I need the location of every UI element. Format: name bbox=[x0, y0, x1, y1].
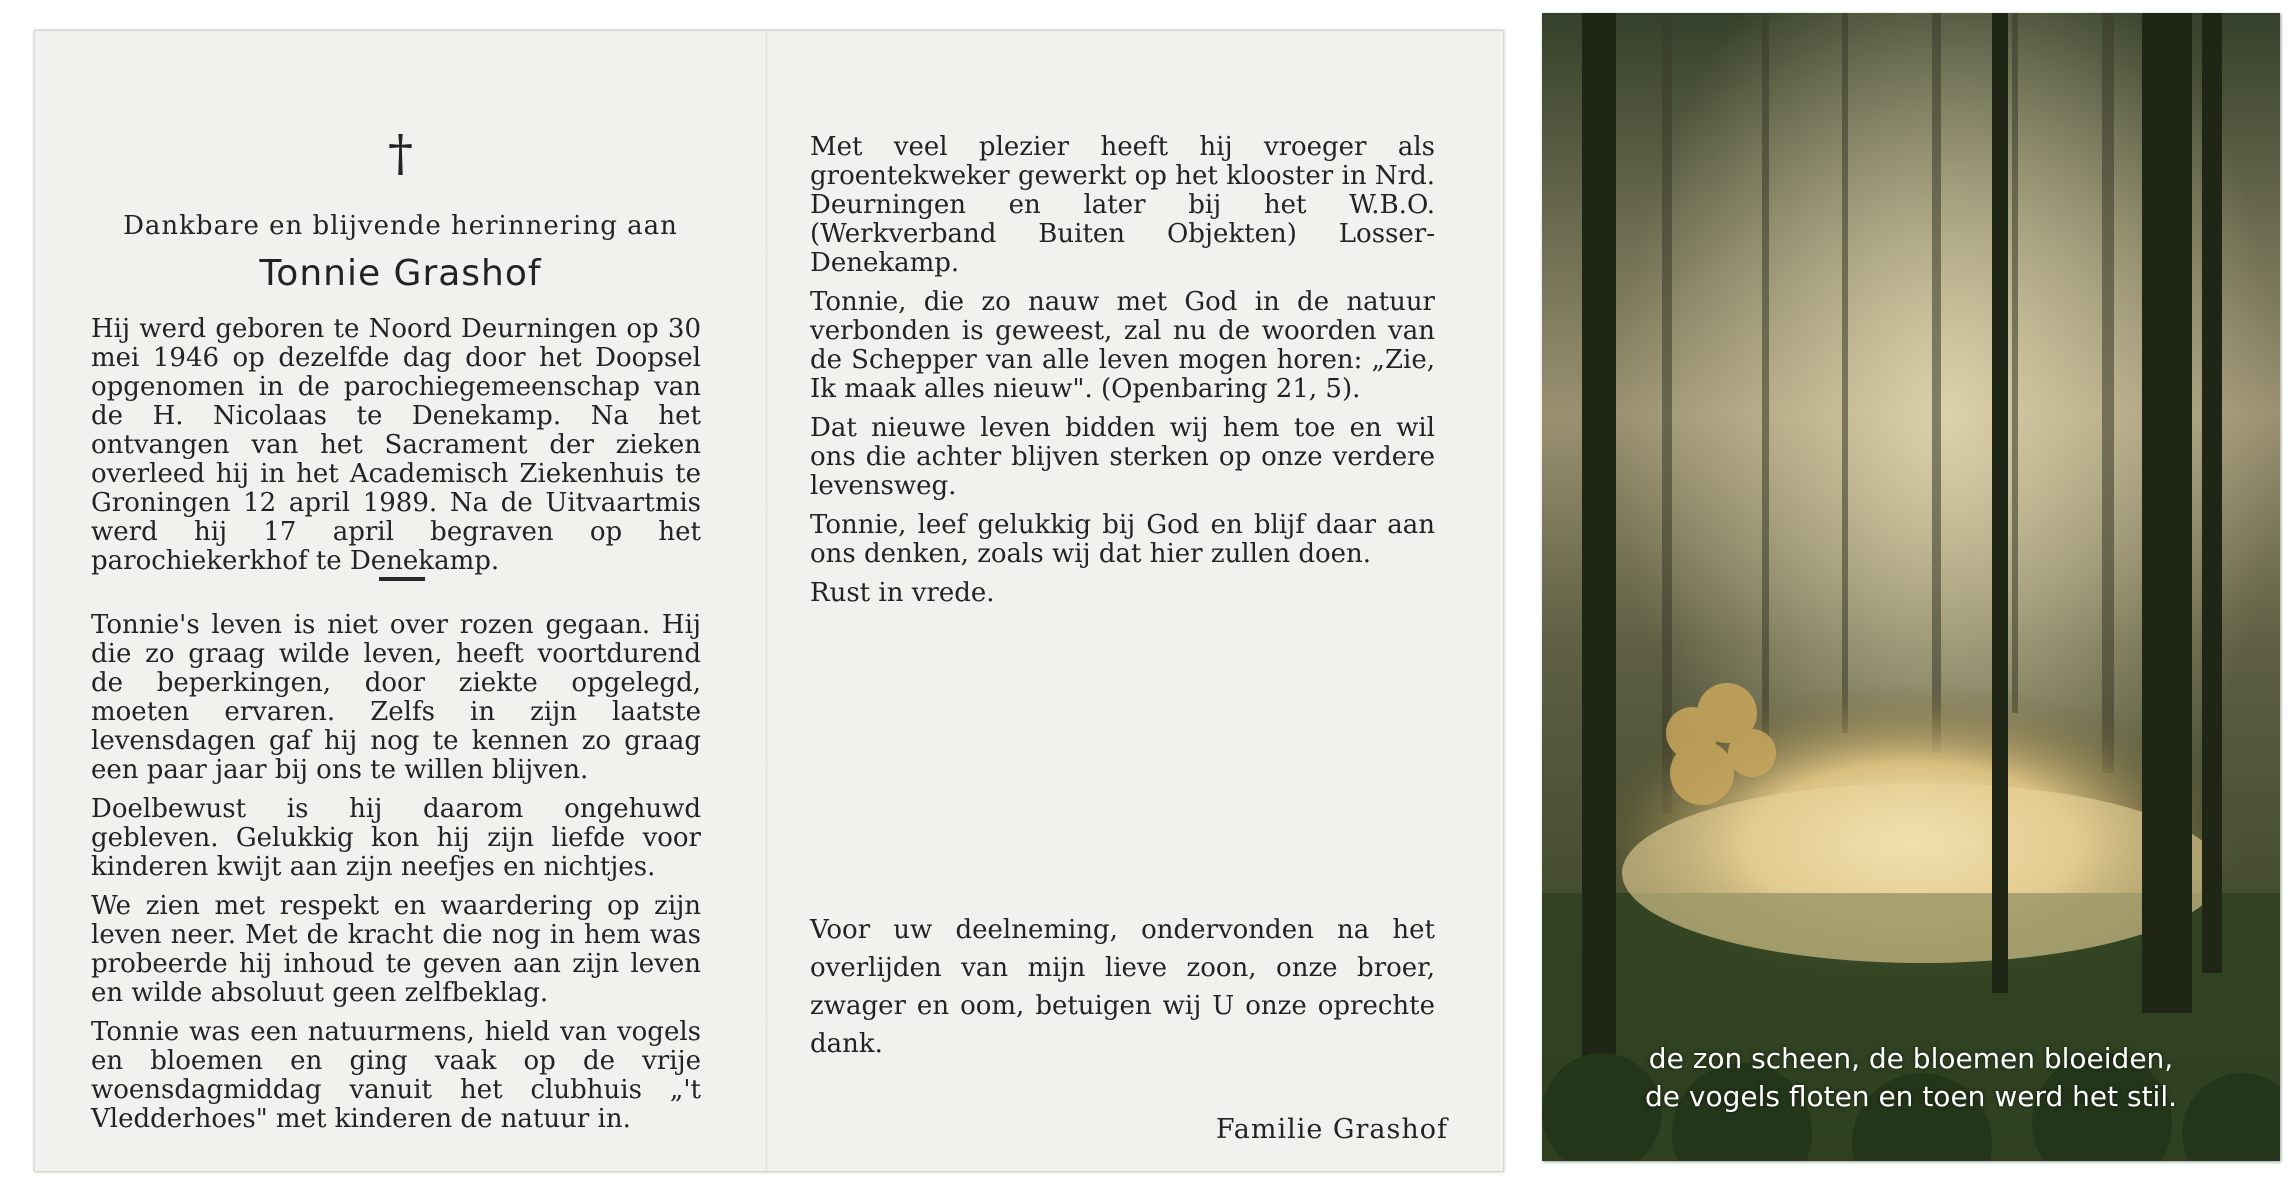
biography-paragraph: Hij werd geboren te Noord Deurningen op 30 mei 1946 op dezelfde dag door het Doopsel opgenomen in de parochiegemeenschap van de H. Nicolaas te Denekamp. Na het ontvangen van het Sacrament der zieken overleed hij in het Academisch Ziekenhuis te Groningen 12 april 1989. Na de Uitvaartmis werd hij 17 april begraven op het parochiekerkhof te Denekamp. bbox=[91, 314, 701, 576]
right-page bbox=[768, 31, 1503, 1171]
reflection-paragraph: We zien met respekt en waardering op zijn leven neer. Met de kracht die nog in hem was probeerde hij inhoud te geven aan zijn leven en wilde absoluut geen zelfbeklag. bbox=[91, 891, 701, 1008]
reflection-paragraph: Tonnie was een natuurmens, hield van vogels en bloemen en ging vaak op de vrije woensdagmiddag vanuit het clubhuis „'t Vledderhoes" met kinderen de natuur in. bbox=[91, 1017, 701, 1134]
reflection-paragraph: Tonnie's leven is niet over rozen gegaan. Hij die zo graag wilde leven, heeft voortdurend de beperkingen, door ziekte opgelegd, moeten ervaren. Zelfs in zijn laatste levensdagen gaf hij nog te kennen zo graag een paar jaar bij ons te willen blijven. bbox=[91, 610, 701, 785]
memorial-card bbox=[34, 30, 1504, 1172]
cross-symbol: † bbox=[388, 124, 413, 182]
left-page bbox=[35, 31, 766, 1171]
memory-block bbox=[810, 133, 1435, 618]
forest-photo bbox=[1542, 13, 2280, 1161]
intro-line: Dankbare en blijvende herinnering aan bbox=[123, 211, 678, 241]
thanks-paragraph: Voor uw deelneming, ondervonden na het overlijden van mijn lieve zoon, onze broer, zwager en oom, betuigen wij U onze oprechte dank. bbox=[810, 915, 1435, 1059]
family-signature: Familie Grashof bbox=[1215, 1114, 1448, 1145]
caption-line-2: de vogels floten en toen werd het stil. bbox=[1644, 1080, 2178, 1113]
reflection-block bbox=[91, 611, 701, 1144]
thanks-block bbox=[810, 911, 1435, 1073]
biography-block bbox=[91, 315, 701, 586]
reflection-paragraph: Doelbewust is hij daarom ongehuwd gebleven. Gelukkig kon hij zijn liefde voor kinderen kwijt aan zijn neefjes en nichtjes. bbox=[91, 794, 701, 882]
memory-paragraph: Met veel plezier heeft hij vroeger als groentekweker gewerkt op het klooster in Nrd. Deurningen en later bij het W.B.O. (Werkverband Buiten Objekten) Losser-Denekamp. bbox=[810, 132, 1435, 278]
memory-paragraph: Tonnie, leef gelukkig bij God en blijf daar aan ons denken, zoals wij dat hier zullen doen. bbox=[810, 510, 1435, 569]
memory-paragraph: Tonnie, die zo nauw met God in de natuur verbonden is geweest, zal nu de woorden van de Schepper van alle leven mogen horen: „Zie, Ik maak alles nieuw". (Openbaring 21, 5). bbox=[810, 287, 1435, 404]
memory-paragraph: Rust in vrede. bbox=[810, 578, 995, 608]
caption-line-1: de zon scheen, de bloemen bloeiden, bbox=[1648, 1042, 2174, 1075]
forest-photo-card bbox=[1542, 13, 2280, 1161]
separator-rule bbox=[379, 577, 425, 581]
deceased-name: Tonnie Grashof bbox=[259, 253, 542, 294]
memory-paragraph: Dat nieuwe leven bidden wij hem toe en wil ons die achter blijven sterken op onze verdere levensweg. bbox=[810, 413, 1435, 501]
